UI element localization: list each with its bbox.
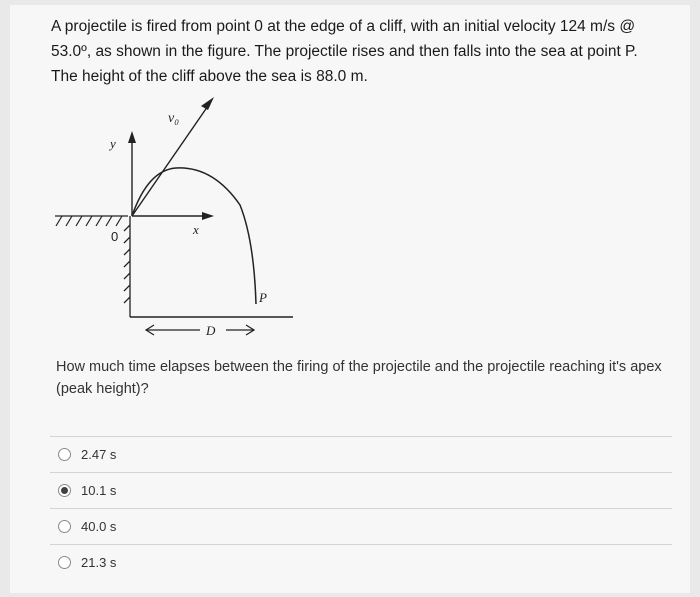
y-axis-label: y [110,136,116,151]
x-axis-label: x [193,222,199,237]
option-label: 2.47 s [81,447,117,462]
problem-line: The height of the cliff above the sea is 88.0 m. [51,68,368,85]
option-10-1[interactable] [50,473,672,508]
radio-button-selected[interactable] [58,484,71,497]
distance-label: D [206,323,216,338]
radio-button[interactable] [58,556,71,569]
radio-button[interactable] [58,448,71,461]
v0-label: v₀ [168,111,180,126]
origin-label: 0 [111,229,119,244]
option-21-3[interactable] [50,545,672,580]
x-axis-arrowhead [202,212,214,220]
option-2-47[interactable] [50,437,672,472]
problem-line: A projectile is fired from point 0 at the edge of a cliff, with an initial velocity 124 m/s @ [51,18,636,35]
option-40-0[interactable] [50,509,672,544]
problem-statement [51,14,671,89]
option-label: 10.1 s [81,483,117,498]
cliff-projectile-figure [50,95,310,340]
option-label: 40.0 s [81,519,117,534]
problem-line: 53.0º, as shown in the figure. The projectile rises and then falls into the sea at point P. [51,43,638,60]
option-label: 21.3 s [81,555,117,570]
question-text: How much time elapses between the firing of the projectile and the projectile reaching it's apex (peak height)? [56,359,662,397]
answer-options [50,436,672,580]
radio-button[interactable] [58,520,71,533]
y-axis-arrowhead [128,131,136,143]
point-p-label: P [259,290,267,305]
cliff-face [124,216,130,317]
v0-arrowhead [201,97,214,110]
cliff-top-hatch [55,216,128,226]
